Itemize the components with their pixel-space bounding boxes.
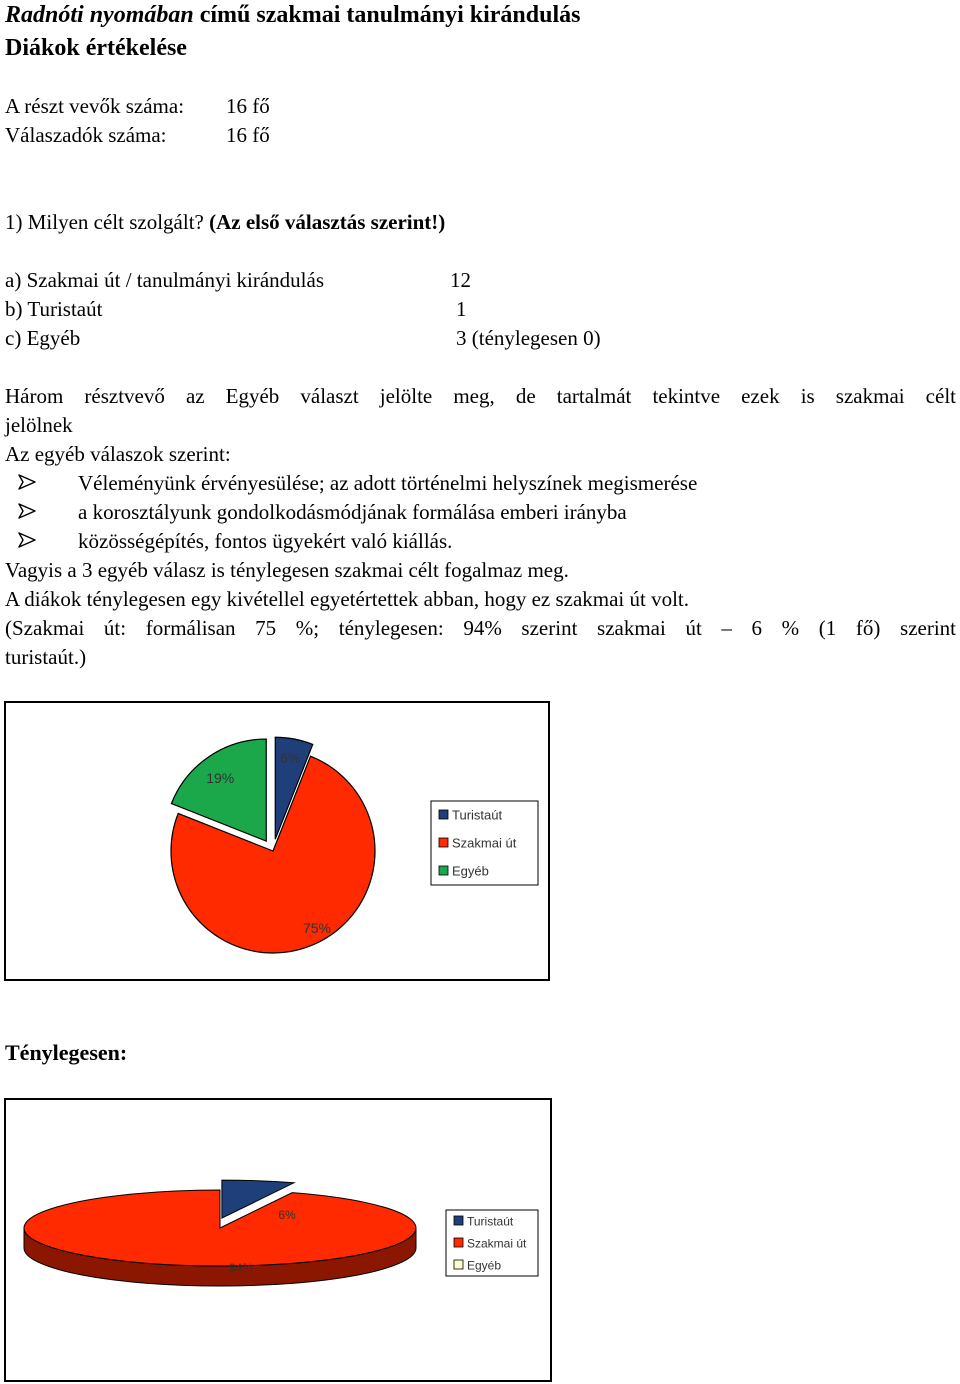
legend-label: Egyéb xyxy=(467,1258,502,1273)
answer-a-label: a) Szakmai út / tanulmányi kirándulás xyxy=(5,268,324,292)
chart-legend xyxy=(431,801,538,885)
data-label: 6% xyxy=(280,750,301,767)
bullet-item xyxy=(18,502,627,523)
bullet-item xyxy=(18,531,452,552)
legend-label: Egyéb xyxy=(452,863,489,879)
chart-legend xyxy=(446,1210,538,1276)
legend-swatch xyxy=(454,1238,463,1247)
question-text: 1) Milyen célt szolgált? xyxy=(5,210,210,234)
bullet-item xyxy=(18,473,697,494)
legend-label: Szakmai út xyxy=(467,1236,527,1251)
answer-b-value: 1 xyxy=(456,297,467,321)
chart-formal xyxy=(4,701,550,981)
paragraph-3: A diákok ténylegesen egy kivétellel egyetértettek abban, hogy ez szakmai út volt. xyxy=(5,587,690,611)
data-label: 6% xyxy=(278,1208,296,1222)
data-label: 75% xyxy=(302,920,332,936)
legend-swatch xyxy=(454,1260,463,1269)
legend-label: Turistaút xyxy=(452,807,503,823)
answer-a-value: 12 xyxy=(450,268,471,292)
paragraph-1-line-1: Három résztvevő az Egyéb választ jelölte meg, de tartalmát tekintve ezek is szakmai célt xyxy=(5,384,956,408)
title-rest: című szakmai tanulmányi kirándulás xyxy=(193,2,581,28)
arrow-bullet-icon xyxy=(18,531,78,552)
paragraph-4-line-1: (Szakmai út: formálisan 75 %; ténylegesen: 94% szerint szakmai út – 6 % (1 fő) szerint xyxy=(5,616,956,640)
title-italic: Radnóti nyomában xyxy=(5,2,194,28)
bullet-text: közösségépítés, fontos ügyekért való kiállás. xyxy=(78,529,453,553)
bullet-text: a korosztályunk gondolkodásmódjának formálása emberi irányba xyxy=(78,500,627,524)
document-title xyxy=(5,3,580,27)
data-label: 19% xyxy=(206,770,235,787)
arrow-bullet-icon xyxy=(18,502,78,523)
answer-c-value: 3 (ténylegesen 0) xyxy=(456,326,601,350)
document-subtitle: Diákok értékelése xyxy=(5,35,187,61)
data-label: 94% xyxy=(228,1261,254,1275)
legend-label: Szakmai út xyxy=(452,835,517,851)
chart-formal-svg xyxy=(6,703,548,979)
other-answers-intro: Az egyéb válaszok szerint: xyxy=(5,442,231,466)
participants-label: A részt vevők száma: xyxy=(5,94,185,118)
chart-actual-svg xyxy=(6,1100,550,1380)
paragraph-1-line-2: jelölnek xyxy=(5,413,73,437)
legend-swatch xyxy=(454,1216,463,1225)
legend-swatch xyxy=(439,810,448,819)
paragraph-4-line-2: turistaút.) xyxy=(5,645,87,669)
chart-actual xyxy=(4,1098,552,1382)
answer-b-label: b) Turistaút xyxy=(5,297,103,321)
paragraph-2: Vagyis a 3 egyéb válasz is ténylegesen szakmai célt fogalmaz meg. xyxy=(5,558,569,582)
respondents-value: 16 fő xyxy=(226,123,270,147)
section-title-actual: Ténylegesen: xyxy=(5,1040,128,1065)
legend-label: Turistaút xyxy=(467,1214,514,1229)
answer-c-label: c) Egyéb xyxy=(5,326,81,350)
pie-slice-szakmai-ut xyxy=(24,1190,416,1266)
legend-swatch xyxy=(439,838,448,847)
participants-value: 16 fő xyxy=(226,94,270,118)
bullet-text: Véleményünk érvényesülése; az adott történelmi helyszínek megismerése xyxy=(78,471,698,495)
question-1 xyxy=(5,212,445,233)
question-note: (Az első választás szerint!) xyxy=(209,210,446,234)
respondents-label: Válaszadók száma: xyxy=(5,123,167,147)
legend-swatch xyxy=(439,866,448,875)
arrow-bullet-icon xyxy=(18,473,78,494)
